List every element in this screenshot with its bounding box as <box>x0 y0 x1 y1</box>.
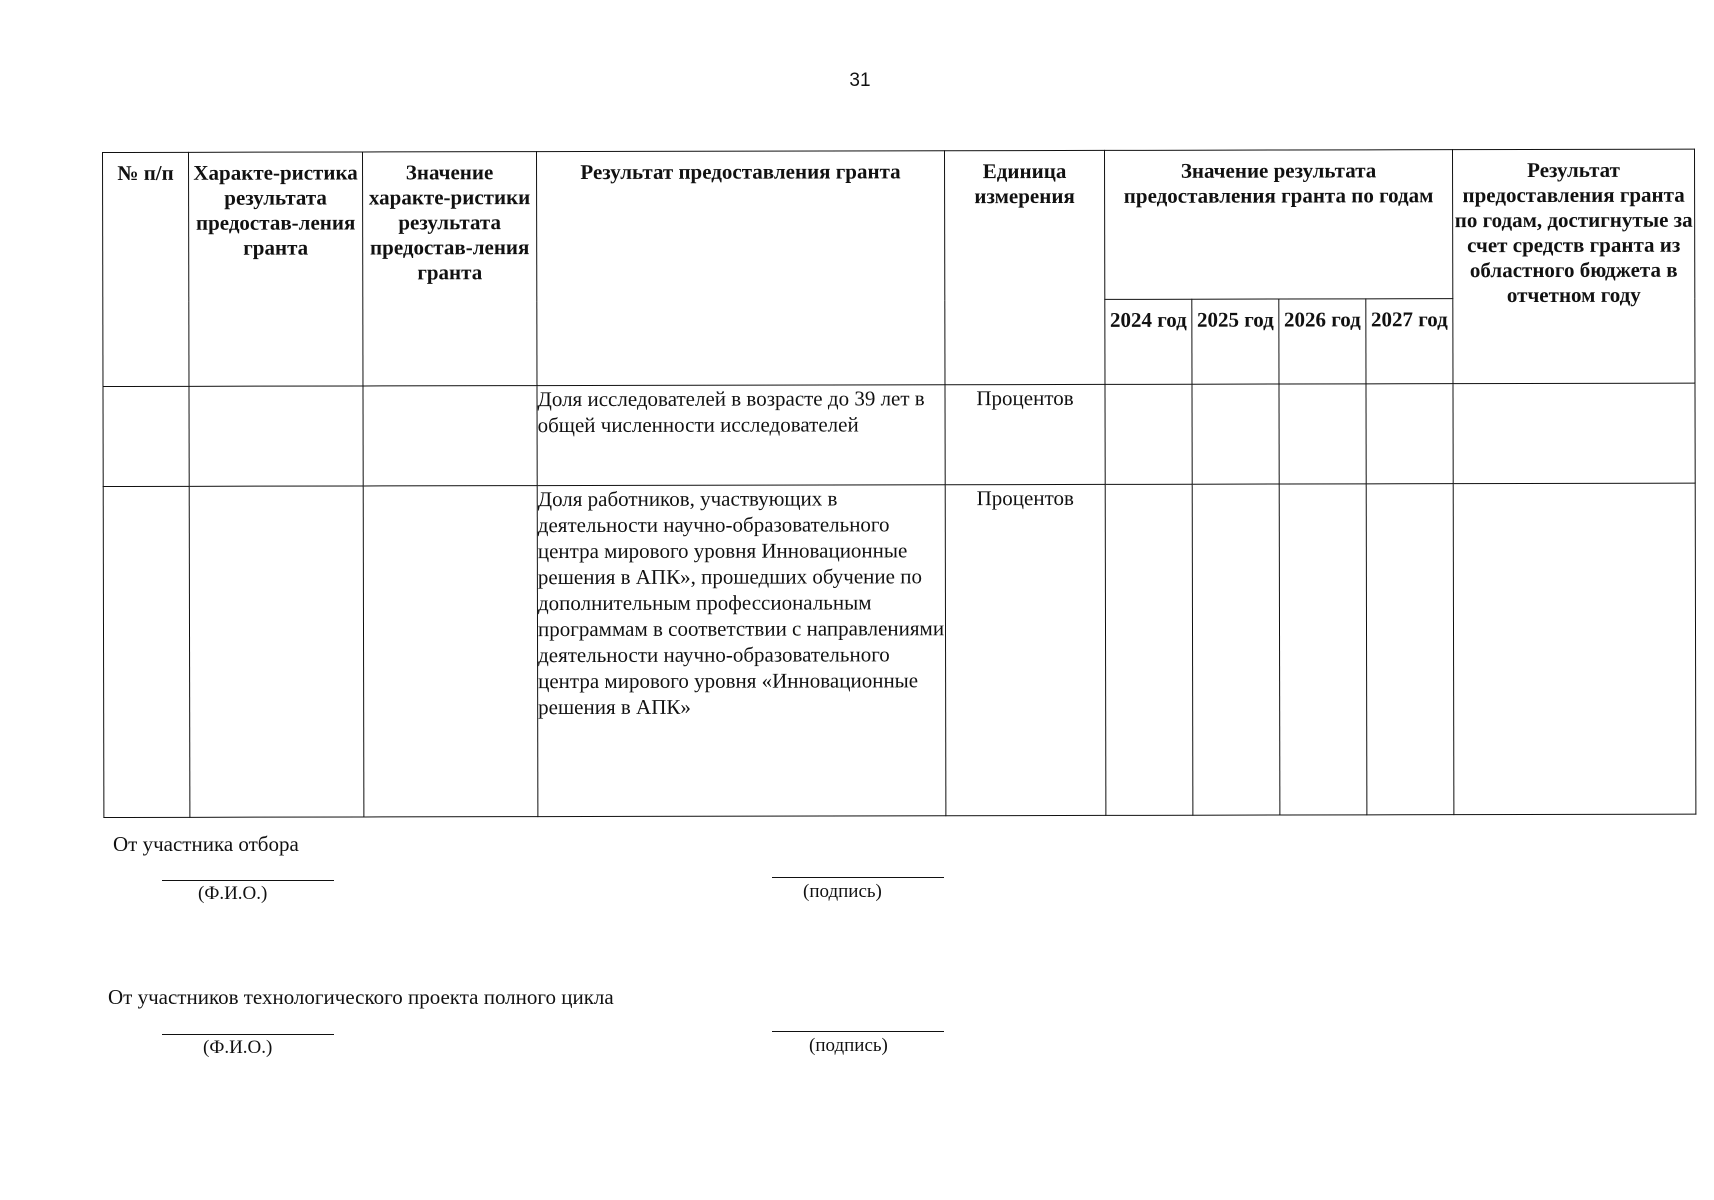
cell-num <box>103 486 190 817</box>
cell-unit: Процентов <box>945 484 1106 815</box>
page-number: 31 <box>849 70 871 91</box>
cell-characteristic <box>189 486 364 817</box>
fio-label: (Ф.И.О.) <box>203 1037 273 1058</box>
header-achieved: Результат предоставления гранта по годам, достигнутые за счет средств гранта из областного бюджета в отчетном году <box>1453 149 1695 384</box>
fio-line <box>162 880 334 881</box>
cell-year-2025 <box>1192 384 1279 484</box>
cell-year-2026 <box>1279 384 1366 484</box>
grant-results-table <box>102 149 1696 818</box>
header-year-2025: 2025 год <box>1192 299 1279 384</box>
cell-year-2024 <box>1105 484 1193 815</box>
cell-year-2027 <box>1366 384 1453 484</box>
table-row <box>103 483 1696 817</box>
cell-year-2027 <box>1366 484 1454 815</box>
cell-unit: Процентов <box>945 384 1105 484</box>
cell-year-2024 <box>1105 384 1192 484</box>
cell-result: Доля исследователей в возрасте до 39 лет в общей численности исследователей <box>537 385 945 486</box>
cell-achieved <box>1453 483 1696 815</box>
header-characteristic: Характе-ристика результата предостав-ления гранта <box>189 152 363 386</box>
signature-line <box>772 1031 944 1032</box>
header-year-2027: 2027 год <box>1366 299 1453 384</box>
cell-characteristic-value <box>363 386 537 486</box>
signature-label: (подпись) <box>809 1035 888 1056</box>
header-num: № п/п <box>103 152 189 386</box>
cell-characteristic <box>189 386 363 486</box>
cell-result: Доля работников, участвующих в деятельности научно-образовательного центра мирового уровня Инновационные решения в АПК», прошедших обучение по дополнительным профессиональным программам в соответствии с направлениями деятельности научно-образовательного центра мирового уровня «Инновационные решения в АПК» <box>537 485 946 817</box>
signature-label: (подпись) <box>803 881 882 902</box>
header-unit: Единица измерения <box>944 150 1104 384</box>
fio-label: (Ф.И.О.) <box>198 883 268 904</box>
table-row <box>103 383 1695 486</box>
header-year-2026: 2026 год <box>1279 299 1366 384</box>
header-characteristic-value: Значение характе-ристики результата предостав-ления гранта <box>363 152 537 386</box>
header-result: Результат предоставления гранта <box>537 151 945 386</box>
signature-caption-project: От участников технологического проекта полного цикла <box>108 985 614 1009</box>
cell-achieved <box>1453 383 1695 484</box>
header-years-group: Значение результата предоставления гранта по годам <box>1104 150 1452 300</box>
signature-caption-participant: От участника отбора <box>113 832 299 856</box>
cell-characteristic-value <box>363 486 538 817</box>
cell-year-2026 <box>1279 484 1367 815</box>
fio-line <box>162 1034 334 1035</box>
cell-year-2025 <box>1192 484 1280 815</box>
signature-line <box>772 877 944 878</box>
header-year-2024: 2024 год <box>1105 299 1192 384</box>
cell-num <box>103 386 189 486</box>
